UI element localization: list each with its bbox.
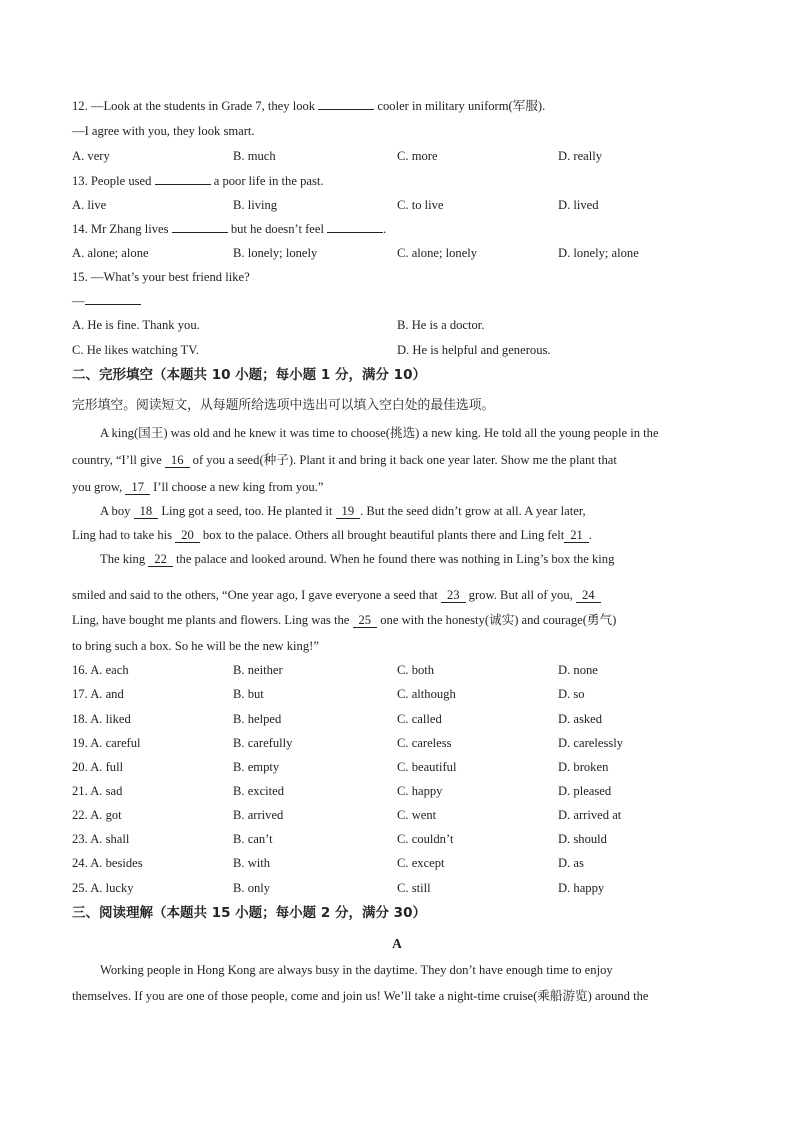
cloze-20-option-c[interactable]: C. beautiful: [397, 760, 457, 774]
passage-line: smiled and said to the others, “One year ago, I gave everyone a seed that 23 grow. But all of you, 24: [72, 587, 601, 603]
passage-line: A king(国王) was old and he knew it was time to choose(挑选) a new king. He told all the young people in the: [100, 426, 659, 440]
passage-a-heading: A: [392, 936, 402, 951]
question-13-option-d[interactable]: D. lived: [558, 198, 599, 212]
passage-line: A boy 18 Ling got a seed, too. He planted it 19 . But the seed didn’t grow at all. A year later,: [100, 504, 586, 518]
cloze-16-option-a[interactable]: 16. A. each: [72, 663, 129, 677]
question-14-stem: 14. Mr Zhang lives but he doesn’t feel .: [72, 222, 387, 236]
cloze-17-option-b[interactable]: B. but: [233, 687, 264, 701]
question-15-stem: 15. —What’s your best friend like?: [72, 270, 250, 284]
blank-18[interactable]: 18: [134, 504, 159, 519]
cloze-23-option-d[interactable]: D. should: [558, 832, 607, 846]
question-12-option-d[interactable]: D. really: [558, 149, 603, 163]
cloze-23-option-c[interactable]: C. couldn’t: [397, 832, 454, 846]
passage-line: country, “I’ll give 16 of you a seed(种子). Plant it and bring it back one year later. Show me the plant that: [72, 453, 617, 467]
reading-line: themselves. If you are one of those people, come and join us! We’ll take a night-time cruise(乘船游览) around the: [72, 989, 649, 1003]
cloze-22-option-a[interactable]: 22. A. got: [72, 808, 122, 822]
cloze-16-option-b[interactable]: B. neither: [233, 663, 283, 677]
cloze-19-option-b[interactable]: B. carefully: [233, 736, 293, 750]
cloze-21-option-d[interactable]: D. pleased: [558, 784, 612, 798]
cloze-21-option-b[interactable]: B. excited: [233, 784, 285, 798]
question-12-option-c[interactable]: C. more: [397, 149, 438, 163]
cloze-22-option-c[interactable]: C. went: [397, 808, 437, 822]
cloze-21-option-c[interactable]: C. happy: [397, 784, 443, 798]
passage-line: you grow, 17 I’ll choose a new king from you.”: [72, 480, 324, 494]
reading-line: Working people in Hong Kong are always busy in the daytime. They don’t have enough time to enjoy: [100, 963, 613, 977]
question-12-reply: —I agree with you, they look smart.: [72, 124, 255, 138]
cloze-25-option-c[interactable]: C. still: [397, 881, 431, 895]
passage-line: The king 22 the palace and looked around. When he found there was nothing in Ling’s box the king: [100, 552, 615, 566]
question-15-reply: —: [72, 293, 141, 309]
cloze-20-option-d[interactable]: D. broken: [558, 760, 609, 774]
cloze-19-option-c[interactable]: C. careless: [397, 736, 452, 750]
cloze-25-option-b[interactable]: B. only: [233, 881, 271, 895]
cloze-18-option-a[interactable]: 18. A. liked: [72, 712, 131, 726]
cloze-22-option-b[interactable]: B. arrived: [233, 808, 284, 822]
question-12-stem: 12. —Look at the students in Grade 7, they look cooler in military uniform(军服).: [72, 99, 546, 113]
blank-24[interactable]: 24: [576, 588, 601, 603]
passage-line: to bring such a box. So he will be the new king!”: [72, 639, 319, 653]
question-13-option-b[interactable]: B. living: [233, 198, 278, 212]
passage-line: Ling, have bought me plants and flowers. Ling was the 25 one with the honesty(诚实) and courage(勇气): [72, 613, 617, 627]
cloze-16-option-d[interactable]: D. none: [558, 663, 598, 677]
cloze-18-option-c[interactable]: C. called: [397, 712, 442, 726]
cloze-18-option-d[interactable]: D. asked: [558, 712, 603, 726]
question-15-option-b[interactable]: B. He is a doctor.: [397, 318, 485, 332]
blank-19[interactable]: 19: [336, 504, 361, 519]
cloze-25-option-a[interactable]: 25. A. lucky: [72, 881, 134, 895]
blank-21[interactable]: 21: [564, 528, 589, 543]
blank-16[interactable]: 16: [165, 453, 190, 468]
cloze-24-option-a[interactable]: 24. A. besides: [72, 856, 143, 870]
cloze-21-option-a[interactable]: 21. A. sad: [72, 784, 123, 798]
cloze-19-option-d[interactable]: D. carelessly: [558, 736, 624, 750]
cloze-20-option-a[interactable]: 20. A. full: [72, 760, 124, 774]
question-14-option-c[interactable]: C. alone; lonely: [397, 246, 478, 260]
cloze-17-option-c[interactable]: C. although: [397, 687, 456, 701]
question-13-option-a[interactable]: A. live: [72, 198, 107, 212]
cloze-18-option-b[interactable]: B. helped: [233, 712, 282, 726]
cloze-17-option-a[interactable]: 17. A. and: [72, 687, 124, 701]
passage-line: Ling had to take his 20 box to the palace. Others all brought beautiful plants there and Ling felt 21 .: [72, 528, 592, 542]
question-15-option-a[interactable]: A. He is fine. Thank you.: [72, 318, 200, 332]
question-12-option-b[interactable]: B. much: [233, 149, 276, 163]
question-15-option-d[interactable]: D. He is helpful and generous.: [397, 343, 551, 357]
cloze-24-option-d[interactable]: D. as: [558, 856, 584, 870]
cloze-16-option-c[interactable]: C. both: [397, 663, 435, 677]
section-2-instruction: 完形填空。阅读短文，从每题所给选项中选出可以填入空白处的最佳选项。: [72, 398, 495, 413]
question-14-option-a[interactable]: A. alone; alone: [72, 246, 149, 260]
blank-17[interactable]: 17: [125, 480, 150, 495]
section-3-title: 三、阅读理解（本题共 15 小题；每小题 2 分，满分 30）: [72, 905, 426, 921]
question-13-stem: 13. People used a poor life in the past.: [72, 174, 324, 188]
cloze-24-option-c[interactable]: C. except: [397, 856, 445, 870]
cloze-25-option-d[interactable]: D. happy: [558, 881, 605, 895]
section-2-title: 二、完形填空（本题共 10 小题；每小题 1 分，满分 10）: [72, 367, 426, 383]
question-14-option-d[interactable]: D. lonely; alone: [558, 246, 639, 260]
cloze-17-option-d[interactable]: D. so: [558, 687, 585, 701]
blank-23[interactable]: 23: [441, 588, 466, 603]
question-12-option-a[interactable]: A. very: [72, 149, 110, 163]
blank-20[interactable]: 20: [175, 528, 200, 543]
blank-22[interactable]: 22: [148, 552, 173, 567]
cloze-22-option-d[interactable]: D. arrived at: [558, 808, 622, 822]
question-14-option-b[interactable]: B. lonely; lonely: [233, 246, 318, 260]
cloze-23-option-a[interactable]: 23. A. shall: [72, 832, 130, 846]
cloze-20-option-b[interactable]: B. empty: [233, 760, 280, 774]
cloze-23-option-b[interactable]: B. can’t: [233, 832, 273, 846]
question-13-option-c[interactable]: C. to live: [397, 198, 444, 212]
cloze-24-option-b[interactable]: B. with: [233, 856, 271, 870]
question-15-option-c[interactable]: C. He likes watching TV.: [72, 343, 199, 357]
blank-25[interactable]: 25: [353, 613, 378, 628]
cloze-19-option-a[interactable]: 19. A. careful: [72, 736, 141, 750]
